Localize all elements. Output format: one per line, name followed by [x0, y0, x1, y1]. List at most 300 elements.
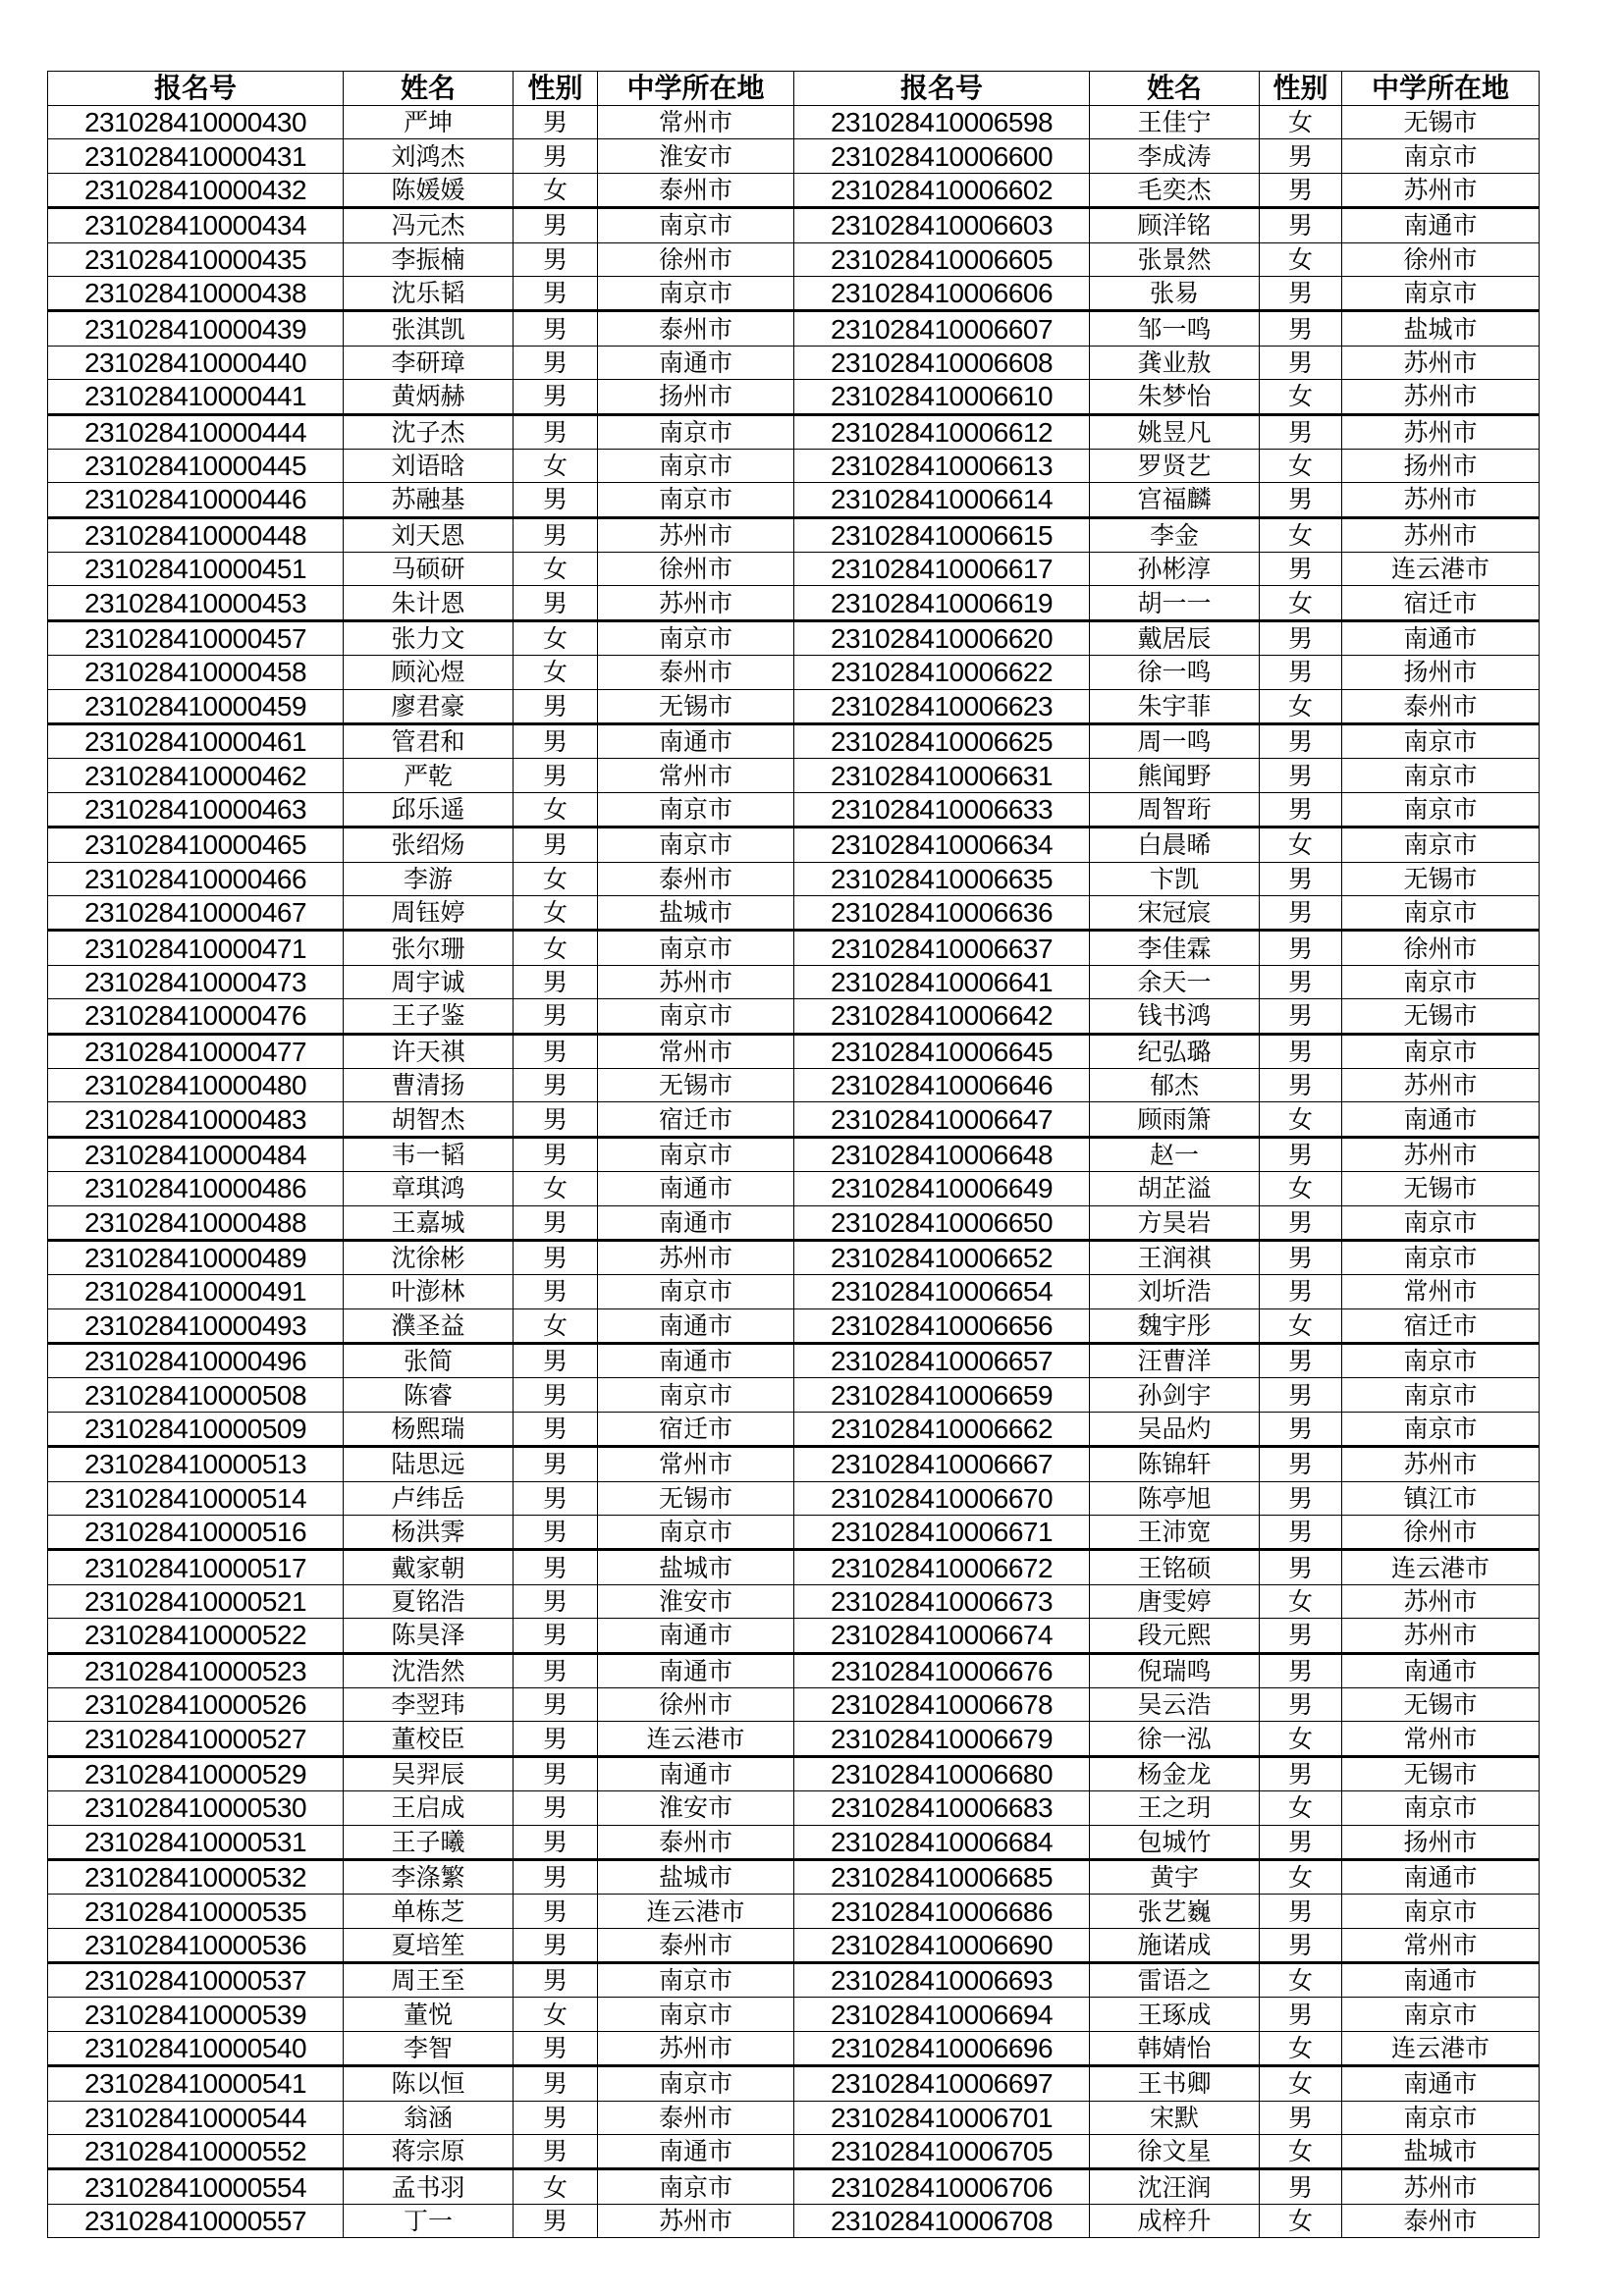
right-school-location-cell: 苏州市: [1342, 1447, 1540, 1481]
right-school-location-cell: 扬州市: [1342, 449, 1540, 482]
right-name-cell: 陈锦轩: [1090, 1447, 1260, 1481]
right-school-location-cell: 南京市: [1342, 828, 1540, 862]
left-school-location-cell: 宿迁市: [598, 1412, 794, 1446]
right-name-cell: 戴居辰: [1090, 620, 1260, 655]
right-name-cell: 白晨晞: [1090, 828, 1260, 862]
left-gender-cell: 男: [514, 2031, 598, 2065]
left-name-cell: 沈浩然: [344, 1653, 514, 1687]
right-school-location-cell: 南京市: [1342, 1998, 1540, 2031]
table-row: [48, 724, 1540, 759]
left-school-location-cell: 南通市: [598, 1308, 794, 1343]
left-gender-cell: 男: [514, 1068, 598, 1101]
right-school-location-cell: 徐州市: [1342, 1516, 1540, 1550]
left-registration-no-cell: 231028410000484: [48, 1137, 344, 1171]
left-registration-no-cell: 231028410000440: [48, 346, 344, 379]
right-gender-cell: 男: [1260, 1137, 1342, 1171]
left-school-location-cell: 南京市: [598, 1998, 794, 2031]
right-name-cell: 余天一: [1090, 965, 1260, 998]
left-registration-no-cell: 231028410000439: [48, 311, 344, 346]
header-registration-no: 报名号: [48, 72, 344, 106]
left-gender-cell: 女: [514, 656, 598, 689]
right-gender-cell: 男: [1260, 1928, 1342, 1962]
right-name-cell: 朱宇菲: [1090, 689, 1260, 723]
left-registration-no-cell: 231028410000451: [48, 553, 344, 586]
left-school-location-cell: 徐州市: [598, 1687, 794, 1721]
right-registration-no-cell: 231028410006678: [794, 1687, 1090, 1721]
right-gender-cell: 男: [1260, 311, 1342, 346]
left-registration-no-cell: 231028410000509: [48, 1412, 344, 1446]
table-row: [48, 1308, 1540, 1343]
right-registration-no-cell: 231028410006600: [794, 139, 1090, 173]
left-school-location-cell: 南通市: [598, 1653, 794, 1687]
right-name-cell: 唐雯婷: [1090, 1584, 1260, 1618]
table-row: [48, 1447, 1540, 1481]
left-name-cell: 张淇凯: [344, 311, 514, 346]
right-registration-no-cell: 231028410006631: [794, 759, 1090, 792]
right-registration-no-cell: 231028410006706: [794, 2169, 1090, 2204]
left-school-location-cell: 扬州市: [598, 380, 794, 414]
left-gender-cell: 男: [514, 1481, 598, 1515]
left-gender-cell: 男: [514, 1687, 598, 1721]
right-school-location-cell: 南京市: [1342, 895, 1540, 930]
left-gender-cell: 男: [514, 208, 598, 242]
right-registration-no-cell: 231028410006659: [794, 1378, 1090, 1412]
right-school-location-cell: 镇江市: [1342, 1481, 1540, 1515]
table-row: [48, 895, 1540, 930]
table-row: [48, 346, 1540, 379]
left-registration-no-cell: 231028410000461: [48, 724, 344, 759]
right-gender-cell: 男: [1260, 1378, 1342, 1412]
left-gender-cell: 女: [514, 1308, 598, 1343]
table-row: [48, 449, 1540, 482]
left-name-cell: 苏融基: [344, 483, 514, 517]
left-name-cell: 张尔珊: [344, 931, 514, 965]
left-name-cell: 李研璋: [344, 346, 514, 379]
table-row: [48, 414, 1540, 449]
right-name-cell: 徐一鸣: [1090, 656, 1260, 689]
left-gender-cell: 男: [514, 965, 598, 998]
table-row: [48, 759, 1540, 792]
left-registration-no-cell: 231028410000532: [48, 1859, 344, 1894]
left-gender-cell: 男: [514, 1722, 598, 1756]
left-registration-no-cell: 231028410000476: [48, 999, 344, 1034]
right-gender-cell: 男: [1260, 2169, 1342, 2204]
left-name-cell: 黄炳赫: [344, 380, 514, 414]
right-registration-no-cell: 231028410006607: [794, 311, 1090, 346]
table-row: [48, 1068, 1540, 1101]
right-school-location-cell: 泰州市: [1342, 689, 1540, 723]
right-registration-no-cell: 231028410006683: [794, 1791, 1090, 1825]
right-gender-cell: 女: [1260, 2204, 1342, 2237]
table-row: [48, 1275, 1540, 1308]
left-gender-cell: 男: [514, 1963, 598, 1998]
right-school-location-cell: 南通市: [1342, 208, 1540, 242]
left-name-cell: 吴羿辰: [344, 1756, 514, 1790]
right-gender-cell: 男: [1260, 1756, 1342, 1790]
right-registration-no-cell: 231028410006623: [794, 689, 1090, 723]
left-school-location-cell: 泰州市: [598, 1928, 794, 1962]
header-registration-no: 报名号: [794, 72, 1090, 106]
left-school-location-cell: 徐州市: [598, 242, 794, 276]
left-school-location-cell: 南京市: [598, 2169, 794, 2204]
left-gender-cell: 男: [514, 2066, 598, 2101]
left-name-cell: 张绍炀: [344, 828, 514, 862]
right-name-cell: 郁杰: [1090, 1068, 1260, 1101]
left-school-location-cell: 南京市: [598, 1378, 794, 1412]
left-name-cell: 夏铭浩: [344, 1584, 514, 1618]
header-school-location: 中学所在地: [1342, 72, 1540, 106]
table-row: [48, 1034, 1540, 1068]
left-school-location-cell: 连云港市: [598, 1722, 794, 1756]
right-gender-cell: 男: [1260, 346, 1342, 379]
right-gender-cell: 女: [1260, 1172, 1342, 1205]
right-gender-cell: 男: [1260, 999, 1342, 1034]
right-registration-no-cell: 231028410006636: [794, 895, 1090, 930]
right-gender-cell: 女: [1260, 2031, 1342, 2065]
table-row: [48, 1687, 1540, 1721]
right-school-location-cell: 南京市: [1342, 1895, 1540, 1928]
right-gender-cell: 男: [1260, 862, 1342, 895]
left-name-cell: 周宇诚: [344, 965, 514, 998]
left-name-cell: 王嘉城: [344, 1205, 514, 1240]
right-school-location-cell: 南京市: [1342, 724, 1540, 759]
left-school-location-cell: 南通市: [598, 724, 794, 759]
right-registration-no-cell: 231028410006693: [794, 1963, 1090, 1998]
right-school-location-cell: 无锡市: [1342, 1172, 1540, 1205]
table-row: [48, 106, 1540, 139]
right-gender-cell: 男: [1260, 895, 1342, 930]
left-school-location-cell: 苏州市: [598, 2031, 794, 2065]
right-registration-no-cell: 231028410006642: [794, 999, 1090, 1034]
right-school-location-cell: 南京市: [1342, 276, 1540, 310]
right-school-location-cell: 宿迁市: [1342, 586, 1540, 620]
left-name-cell: 单栋芝: [344, 1895, 514, 1928]
left-registration-no-cell: 231028410000480: [48, 1068, 344, 1101]
left-gender-cell: 男: [514, 759, 598, 792]
right-name-cell: 成梓升: [1090, 2204, 1260, 2237]
left-name-cell: 陈以恒: [344, 2066, 514, 2101]
right-name-cell: 李成涛: [1090, 139, 1260, 173]
right-gender-cell: 男: [1260, 1516, 1342, 1550]
right-registration-no-cell: 231028410006648: [794, 1137, 1090, 1171]
left-name-cell: 章琪鸿: [344, 1172, 514, 1205]
right-registration-no-cell: 231028410006637: [794, 931, 1090, 965]
right-registration-no-cell: 231028410006701: [794, 2101, 1090, 2134]
right-gender-cell: 男: [1260, 173, 1342, 207]
left-name-cell: 周王至: [344, 1963, 514, 1998]
left-gender-cell: 男: [514, 276, 598, 310]
right-school-location-cell: 无锡市: [1342, 999, 1540, 1034]
right-school-location-cell: 南通市: [1342, 1963, 1540, 1998]
right-gender-cell: 女: [1260, 1722, 1342, 1756]
left-name-cell: 李游: [344, 862, 514, 895]
left-registration-no-cell: 231028410000477: [48, 1034, 344, 1068]
left-school-location-cell: 南通市: [598, 1756, 794, 1790]
left-registration-no-cell: 231028410000536: [48, 1928, 344, 1962]
left-gender-cell: 男: [514, 1378, 598, 1412]
left-gender-cell: 男: [514, 1275, 598, 1308]
right-name-cell: 周智珩: [1090, 792, 1260, 827]
right-gender-cell: 男: [1260, 1275, 1342, 1308]
left-school-location-cell: 无锡市: [598, 1068, 794, 1101]
right-school-location-cell: 南通市: [1342, 1102, 1540, 1137]
left-registration-no-cell: 231028410000535: [48, 1895, 344, 1928]
left-school-location-cell: 苏州市: [598, 586, 794, 620]
left-registration-no-cell: 231028410000430: [48, 106, 344, 139]
table-row: [48, 931, 1540, 965]
right-name-cell: 陈亭旭: [1090, 1481, 1260, 1515]
right-registration-no-cell: 231028410006696: [794, 2031, 1090, 2065]
right-registration-no-cell: 231028410006620: [794, 620, 1090, 655]
left-school-location-cell: 苏州市: [598, 2204, 794, 2237]
right-school-location-cell: 无锡市: [1342, 1687, 1540, 1721]
right-school-location-cell: 无锡市: [1342, 862, 1540, 895]
right-gender-cell: 男: [1260, 1412, 1342, 1446]
left-school-location-cell: 南京市: [598, 792, 794, 827]
right-gender-cell: 男: [1260, 1825, 1342, 1859]
left-name-cell: 许天祺: [344, 1034, 514, 1068]
right-registration-no-cell: 231028410006598: [794, 106, 1090, 139]
right-school-location-cell: 常州市: [1342, 1928, 1540, 1962]
left-name-cell: 廖君豪: [344, 689, 514, 723]
left-school-location-cell: 南京市: [598, 208, 794, 242]
right-registration-no-cell: 231028410006708: [794, 2204, 1090, 2237]
left-registration-no-cell: 231028410000508: [48, 1378, 344, 1412]
right-gender-cell: 男: [1260, 483, 1342, 517]
table-row: [48, 483, 1540, 517]
right-registration-no-cell: 231028410006654: [794, 1275, 1090, 1308]
left-name-cell: 陈昊泽: [344, 1619, 514, 1653]
table-row: [48, 1963, 1540, 1998]
left-registration-no-cell: 231028410000471: [48, 931, 344, 965]
left-name-cell: 刘天恩: [344, 517, 514, 552]
right-registration-no-cell: 231028410006672: [794, 1550, 1090, 1584]
left-gender-cell: 男: [514, 483, 598, 517]
left-registration-no-cell: 231028410000537: [48, 1963, 344, 1998]
right-school-location-cell: 扬州市: [1342, 1825, 1540, 1859]
header-gender: 性别: [1260, 72, 1342, 106]
left-school-location-cell: 南通市: [598, 1172, 794, 1205]
header-name: 姓名: [344, 72, 514, 106]
right-school-location-cell: 徐州市: [1342, 242, 1540, 276]
right-name-cell: 宋默: [1090, 2101, 1260, 2134]
right-registration-no-cell: 231028410006625: [794, 724, 1090, 759]
left-name-cell: 杨洪霁: [344, 1516, 514, 1550]
right-name-cell: 段元熙: [1090, 1619, 1260, 1653]
left-gender-cell: 男: [514, 1240, 598, 1274]
left-name-cell: 马硕研: [344, 553, 514, 586]
left-gender-cell: 男: [514, 311, 598, 346]
table-row: [48, 1619, 1540, 1653]
left-registration-no-cell: 231028410000463: [48, 792, 344, 827]
left-registration-no-cell: 231028410000514: [48, 1481, 344, 1515]
left-school-location-cell: 盐城市: [598, 895, 794, 930]
table-row: [48, 656, 1540, 689]
right-name-cell: 胡芷溢: [1090, 1172, 1260, 1205]
right-name-cell: 李佳霖: [1090, 931, 1260, 965]
left-school-location-cell: 南通市: [598, 1344, 794, 1378]
right-school-location-cell: 南京市: [1342, 1205, 1540, 1240]
left-school-location-cell: 南通市: [598, 2135, 794, 2169]
left-gender-cell: 男: [514, 1756, 598, 1790]
right-name-cell: 王书卿: [1090, 2066, 1260, 2101]
right-gender-cell: 女: [1260, 2066, 1342, 2101]
left-name-cell: 冯元杰: [344, 208, 514, 242]
table-row: [48, 1722, 1540, 1756]
left-school-location-cell: 盐城市: [598, 1859, 794, 1894]
right-gender-cell: 男: [1260, 1998, 1342, 2031]
left-name-cell: 陈媛媛: [344, 173, 514, 207]
right-school-location-cell: 苏州市: [1342, 380, 1540, 414]
header-gender: 性别: [514, 72, 598, 106]
left-school-location-cell: 泰州市: [598, 1825, 794, 1859]
table-row: [48, 828, 1540, 862]
left-name-cell: 管君和: [344, 724, 514, 759]
table-row: [48, 173, 1540, 207]
left-name-cell: 张简: [344, 1344, 514, 1378]
right-school-location-cell: 连云港市: [1342, 553, 1540, 586]
left-registration-no-cell: 231028410000453: [48, 586, 344, 620]
left-school-location-cell: 无锡市: [598, 689, 794, 723]
right-registration-no-cell: 231028410006676: [794, 1653, 1090, 1687]
left-registration-no-cell: 231028410000523: [48, 1653, 344, 1687]
left-registration-no-cell: 231028410000444: [48, 414, 344, 449]
right-name-cell: 张艺巍: [1090, 1895, 1260, 1928]
left-gender-cell: 男: [514, 346, 598, 379]
table-row: [48, 139, 1540, 173]
right-registration-no-cell: 231028410006608: [794, 346, 1090, 379]
left-gender-cell: 女: [514, 792, 598, 827]
table-row: [48, 276, 1540, 310]
right-gender-cell: 男: [1260, 1344, 1342, 1378]
right-name-cell: 宋冠宸: [1090, 895, 1260, 930]
right-gender-cell: 女: [1260, 1859, 1342, 1894]
right-gender-cell: 男: [1260, 1447, 1342, 1481]
table-row: [48, 208, 1540, 242]
left-name-cell: 卢纬岳: [344, 1481, 514, 1515]
left-gender-cell: 男: [514, 1034, 598, 1068]
table-row: [48, 1584, 1540, 1618]
right-name-cell: 卞凯: [1090, 862, 1260, 895]
left-school-location-cell: 南通市: [598, 1205, 794, 1240]
left-registration-no-cell: 231028410000465: [48, 828, 344, 862]
right-registration-no-cell: 231028410006635: [794, 862, 1090, 895]
right-registration-no-cell: 231028410006633: [794, 792, 1090, 827]
right-gender-cell: 女: [1260, 1308, 1342, 1343]
left-gender-cell: 男: [514, 106, 598, 139]
right-gender-cell: 女: [1260, 242, 1342, 276]
left-gender-cell: 男: [514, 999, 598, 1034]
table-row: [48, 1998, 1540, 2031]
right-name-cell: 胡一一: [1090, 586, 1260, 620]
table-row: [48, 1137, 1540, 1171]
table-row: [48, 517, 1540, 552]
right-gender-cell: 男: [1260, 414, 1342, 449]
table-row: [48, 1205, 1540, 1240]
right-school-location-cell: 连云港市: [1342, 1550, 1540, 1584]
left-gender-cell: 女: [514, 1998, 598, 2031]
left-registration-no-cell: 231028410000489: [48, 1240, 344, 1274]
table-row: [48, 1653, 1540, 1687]
right-name-cell: 王沛宽: [1090, 1516, 1260, 1550]
left-name-cell: 王子曦: [344, 1825, 514, 1859]
left-gender-cell: 女: [514, 931, 598, 965]
right-gender-cell: 男: [1260, 1895, 1342, 1928]
left-school-location-cell: 泰州市: [598, 2101, 794, 2134]
left-registration-no-cell: 231028410000540: [48, 2031, 344, 2065]
right-name-cell: 宫福麟: [1090, 483, 1260, 517]
table-row: [48, 2031, 1540, 2065]
left-school-location-cell: 苏州市: [598, 1240, 794, 1274]
right-name-cell: 王铭硕: [1090, 1550, 1260, 1584]
right-registration-no-cell: 231028410006656: [794, 1308, 1090, 1343]
right-registration-no-cell: 231028410006615: [794, 517, 1090, 552]
left-school-location-cell: 泰州市: [598, 656, 794, 689]
right-gender-cell: 女: [1260, 380, 1342, 414]
right-registration-no-cell: 231028410006610: [794, 380, 1090, 414]
left-gender-cell: 男: [514, 414, 598, 449]
left-name-cell: 濮圣益: [344, 1308, 514, 1343]
left-name-cell: 王启成: [344, 1791, 514, 1825]
right-school-location-cell: 南通市: [1342, 1859, 1540, 1894]
admission-list-table: [47, 71, 1540, 2238]
left-school-location-cell: 宿迁市: [598, 1102, 794, 1137]
left-registration-no-cell: 231028410000531: [48, 1825, 344, 1859]
right-school-location-cell: 南京市: [1342, 792, 1540, 827]
right-school-location-cell: 苏州市: [1342, 483, 1540, 517]
left-name-cell: 严坤: [344, 106, 514, 139]
left-registration-no-cell: 231028410000458: [48, 656, 344, 689]
right-gender-cell: 男: [1260, 931, 1342, 965]
right-registration-no-cell: 231028410006619: [794, 586, 1090, 620]
right-name-cell: 沈汪润: [1090, 2169, 1260, 2204]
right-name-cell: 徐一泓: [1090, 1722, 1260, 1756]
left-registration-no-cell: 231028410000530: [48, 1791, 344, 1825]
right-gender-cell: 女: [1260, 586, 1342, 620]
right-name-cell: 施诺成: [1090, 1928, 1260, 1962]
right-registration-no-cell: 231028410006634: [794, 828, 1090, 862]
left-registration-no-cell: 231028410000513: [48, 1447, 344, 1481]
right-name-cell: 吴云浩: [1090, 1687, 1260, 1721]
table-row: [48, 1172, 1540, 1205]
left-school-location-cell: 苏州市: [598, 517, 794, 552]
table-row: [48, 380, 1540, 414]
left-gender-cell: 男: [514, 1859, 598, 1894]
left-school-location-cell: 苏州市: [598, 965, 794, 998]
table-row: [48, 2204, 1540, 2237]
right-school-location-cell: 扬州市: [1342, 656, 1540, 689]
right-registration-no-cell: 231028410006674: [794, 1619, 1090, 1653]
right-gender-cell: 男: [1260, 1205, 1342, 1240]
right-name-cell: 邹一鸣: [1090, 311, 1260, 346]
left-gender-cell: 男: [514, 724, 598, 759]
right-name-cell: 杨金龙: [1090, 1756, 1260, 1790]
left-registration-no-cell: 231028410000486: [48, 1172, 344, 1205]
left-name-cell: 戴家朝: [344, 1550, 514, 1584]
right-name-cell: 孙剑宇: [1090, 1378, 1260, 1412]
right-school-location-cell: 连云港市: [1342, 2031, 1540, 2065]
left-gender-cell: 男: [514, 1412, 598, 1446]
table-row: [48, 1102, 1540, 1137]
table-row: [48, 1344, 1540, 1378]
left-gender-cell: 男: [514, 1825, 598, 1859]
left-gender-cell: 男: [514, 517, 598, 552]
left-school-location-cell: 淮安市: [598, 1791, 794, 1825]
right-name-cell: 徐文星: [1090, 2135, 1260, 2169]
right-gender-cell: 男: [1260, 208, 1342, 242]
left-registration-no-cell: 231028410000434: [48, 208, 344, 242]
left-gender-cell: 男: [514, 1205, 598, 1240]
